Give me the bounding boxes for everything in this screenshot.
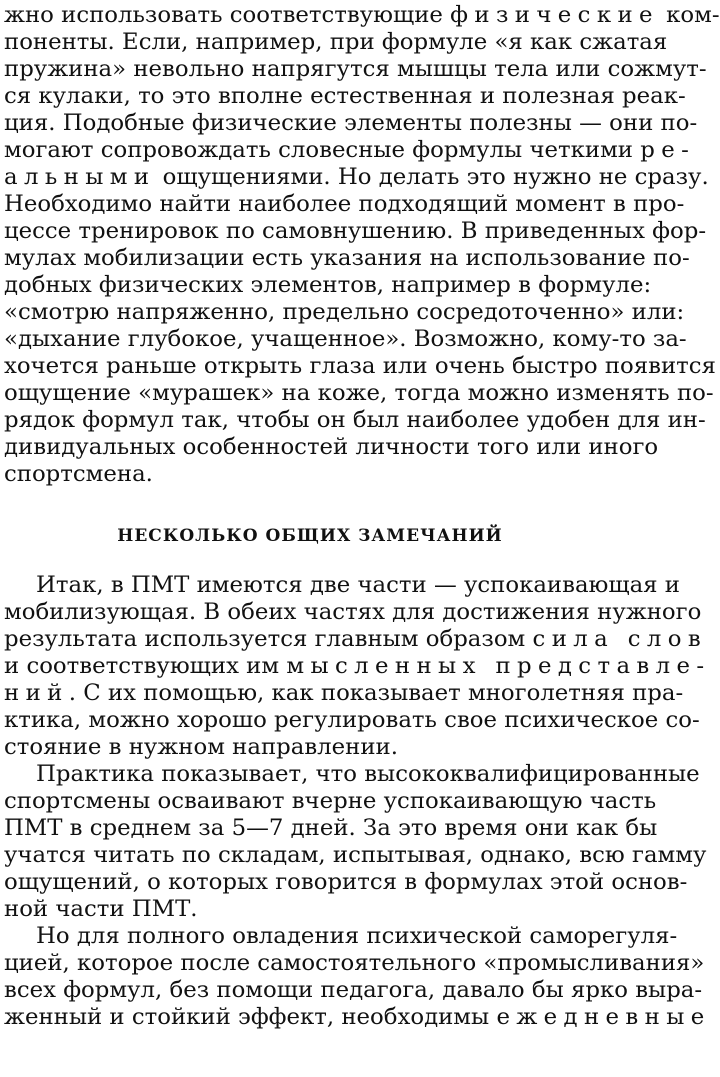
text-line: ной части ПМТ. [4,896,198,922]
text-line: ПМТ в среднем за 5—7 дней. За это время они как бы [4,815,658,841]
text-line: «смотрю напряженно, предельно сосредоточенно» или: [4,299,685,325]
text-line: «дыхание глубокое, учащенное». Возможно, кому-то за- [4,326,687,352]
text-line: цией, которое после самостоятельного «промысливания» [4,950,705,976]
text-line: добных физических элементов, например в формуле: [4,272,652,298]
text-line: спортсмена. [4,461,153,487]
text-line: Необходимо найти наиболее подходящий момент в про- [4,191,685,217]
text-line: хочется раньше открыть глаза или очень быстро появится [4,353,716,379]
text-line: цессе тренировок по самовнушению. В приведенных фор- [4,218,707,244]
text-line: Но для полного овладения психической саморегуля- [36,923,678,949]
text-line: мобилизующая. В обеих частях для достижения нужного [4,599,702,625]
text-line: жно использовать соответствующие физические ком- [4,2,720,28]
text-line: ний. С их помощью, как показывает многолетняя пра- [4,680,684,706]
text-line: ция. Подобные физические элементы полезны — они по- [4,110,698,136]
text-line: ктика, можно хорошо регулировать свое психическое со- [4,707,700,733]
text-line: женный и стойкий эффект, необходимы ежедневные [4,1004,711,1030]
text-line: стояние в нужном направлении. [4,734,398,760]
text-line: поненты. Если, например, при формуле «я как сжатая [4,29,668,55]
text-line: и соответствующих им мысленных представле- [4,653,711,679]
text-line: ощущений, о которых говорится в формулах этой основ- [4,869,688,895]
text-line: ощущение «мурашек» на коже, тогда можно изменять по- [4,380,714,406]
text-line: спортсмены осваивают вчерне успокаивающую часть [4,788,657,814]
text-line: учатся читать по складам, испытывая, однако, всю гамму [4,842,707,868]
text-line: Практика показывает, что высококвалифицированные [36,761,700,787]
section-heading: НЕСКОЛЬКО ОБЩИХ ЗАМЕЧАНИЙ [117,526,503,546]
text-line: Итак, в ПМТ имеются две части — успокаивающая и [36,572,681,598]
text-line: рядок формул так, чтобы он был наиболее удобен для ин- [4,407,706,433]
text-line: результата используется главным образом сила слов [4,626,708,652]
text-line: дивидуальных особенностей личности того или иного [4,434,659,460]
text-line: ся кулаки, то это вполне естественная и полезная реак- [4,83,686,109]
text-line: могают сопровождать словесные формулы четкими ре- [4,137,696,163]
text-line: пружина» невольно напрягутся мышцы тела или сожмут- [4,56,707,82]
text-line: альными ощущениями. Но делать это нужно не сразу. [4,164,709,190]
text-line: всех формул, без помощи педагога, давало бы ярко выра- [4,977,703,1003]
text-line: мулах мобилизации есть указания на использование по- [4,245,690,271]
